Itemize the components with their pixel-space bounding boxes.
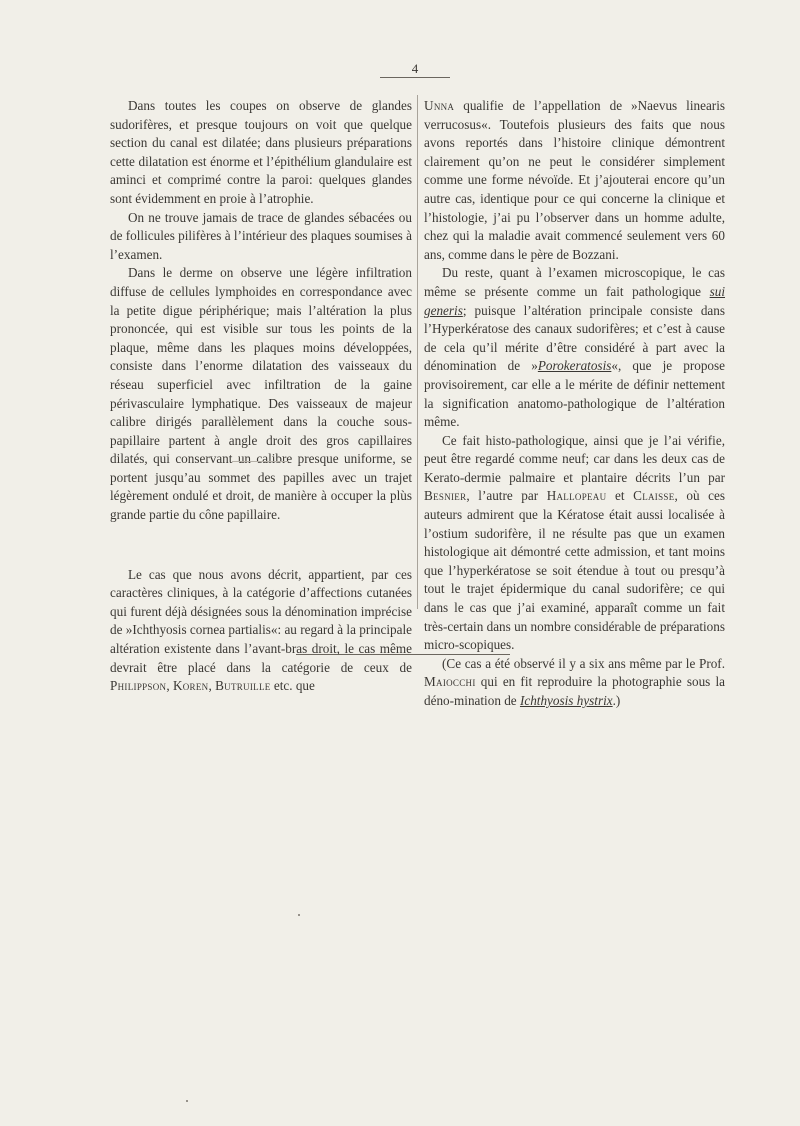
separator: , [208, 678, 216, 694]
right-column [424, 97, 725, 711]
column-divider [417, 95, 418, 609]
author-name: Maiocchi [424, 674, 476, 690]
italic-term: sui generis [424, 283, 725, 318]
right-paragraph-2 [424, 264, 725, 431]
text-run: qui en fit reproduire la photographie sous la déno-mination de [424, 674, 725, 708]
author-name: Unna [424, 98, 455, 113]
left-paragraph-4 [110, 566, 412, 696]
text-run: .) [612, 693, 621, 708]
text-run: , où ces auteurs admirent que la Kératose était aussi localisée à l’ostium sudorifère, il ne résulte pas que un examen histologique ait démontré cette admission, et tant moins que l’hyperkératose se soit étendue à tout ou presqu’à tout le trajet épidermique du canal sudorifère; ce qui dans le cas que j’ai examiné, apparaît comme un fait très-certain dans un nombre considérable de préparations micro-scopiques. [424, 488, 725, 653]
author-name: Butruille [215, 678, 271, 694]
paper-speck [298, 914, 300, 916]
text-run: et [606, 488, 634, 504]
author-name: Koren [172, 678, 209, 694]
paper-speck [186, 1100, 188, 1102]
closing-rule [296, 654, 510, 655]
right-paragraph-3 [424, 432, 725, 655]
text-run: Ce fait histo-pathologique, ainsi que je l’ai vérifie, peut être regardé comme neuf; car dans les deux cas de Kerato-dermie palmaire et plantaire décrits l’un par [424, 432, 725, 485]
left-column [110, 97, 412, 696]
author-name: Philippson [110, 678, 167, 694]
text-run: Du reste, quant à l’examen microscopique, le cas même se présente comme un fait pathologique [424, 265, 725, 299]
text-run: , l’autre par [466, 488, 547, 504]
left-paragraph-2: On ne trouve jamais de trace de glandes sébacées ou de follicules pilifères à l’intérieur des plaques soumises à l’examen. [110, 209, 412, 262]
left-paragraph-1: Dans toutes les coupes on observe de glandes sudorifères, et presque toujours on voit que quelque section du canal est dilatée; dans plusieurs préparations cette dilatation est énorme et l’épithélium glandulaire est aminci et comprimé contre la paroi: quelques glandes sont évidemment en proie à l’atrophie. [110, 98, 412, 206]
text-run: «, que je propose provisoirement, car elle a le mérite de définir nettement la signification anatomo-pathologique de l’altération même. [424, 358, 726, 430]
italic-term: Ichthyosis hystrix [519, 693, 613, 708]
author-name: Hallopeau [546, 488, 607, 504]
page-number-rule [380, 77, 450, 78]
italic-term: Porokeratosis [537, 358, 612, 374]
author-name: Besnier [424, 488, 467, 504]
separator: , [166, 678, 173, 694]
page-number: 4 [411, 61, 419, 76]
author-name: Claisse [633, 488, 675, 504]
text-run: (Ce cas a été observé il y a six ans même par le Prof. [442, 655, 725, 671]
right-paragraph-1 [424, 97, 725, 264]
left-p4-text: Le cas que nous avons décrit, appartient, par ces caractères cliniques, à la catégorie d’affections cutanées qui furent déjà désignées sous la dénomination imprécise de »Ichthyosis cornea partialis«: au regard à la principale altération existente dans l’avant-bras droit, le cas même devrait être placé dans la catégorie de ceux de [110, 566, 412, 675]
section-divider [232, 461, 288, 462]
left-paragraph-3: Dans le derme on observe une légère infiltration diffuse de cellules lymphoides en correspondance avec la petite digue périphérique; mais l’altération la plus prononcée, qui est visible sur tous les points de la plaque, même dans les plaques moins développées, consiste dans l’enorme dilatation des vaisseaux du réseau superficiel avec infiltration de la gaine périvasculaire lymphatique. Des vaisseaux de majeur calibre dirigés parallèlement dans la couche sous-papillaire partent à angle droit des gros capillaires dilatés, qui conservant un calibre presque uniforme, se portent jusqu’au sommet des papilles avec un trajet légèrement ondulé et droit, de manière à occuper la plùs grande partie du cône papillaire. [110, 265, 412, 523]
left-p4-tail: etc. que [270, 678, 315, 694]
right-p1-text: qualifie de l’appellation de »Naevus linearis verrucosus«. Toutefois plusieurs des faits que nous avons reportés dans l’histoire clinique démontrent clairement qu’on ne peut le considérer simplement comme une forme névoïde. Et j’ajouterai encore qu’un autre cas, identique pour ce qui concerne la clinique et l’histologie, j’ai pu l’observer dans un homme adulte, chez qui la maladie avait commencé seulement vers 60 ans, comme dans le père de Bozzani. [424, 98, 725, 262]
right-paragraph-4 [424, 655, 725, 711]
text-run: ; puisque l’altération principale consiste dans l’Hyperkératose des canaux sudorifères; et c’est à cause de cela qu’il mérite d’être considéré à part avec la dénomination de » [424, 302, 725, 374]
